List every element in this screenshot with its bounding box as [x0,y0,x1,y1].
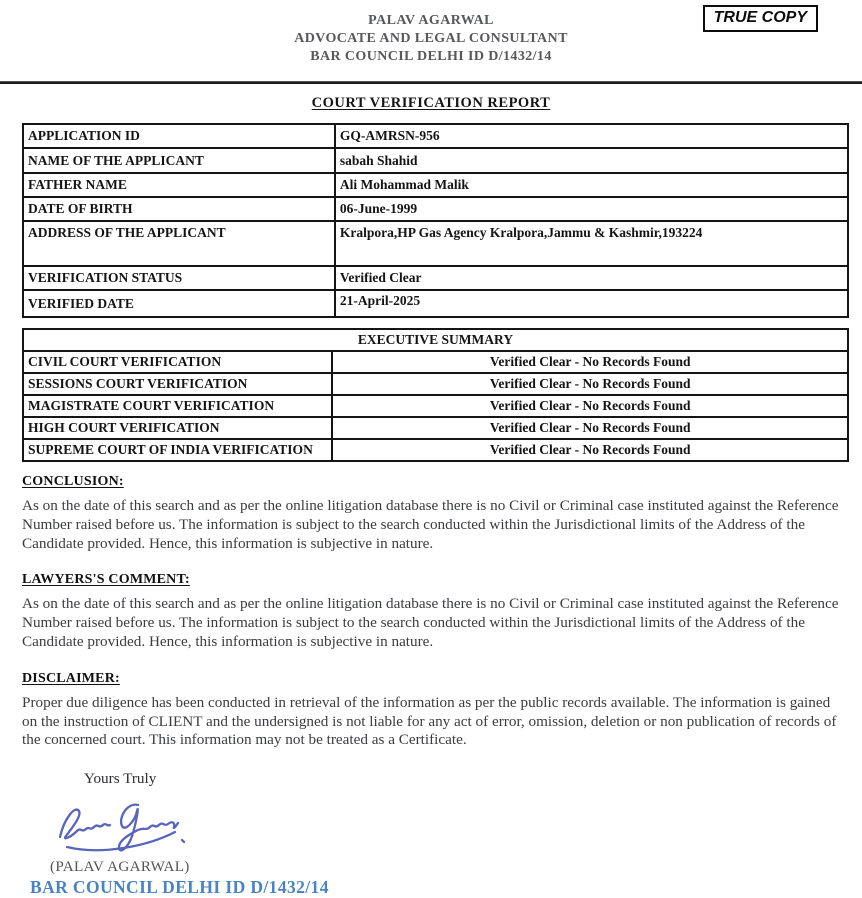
row-value: sabah Shahid [335,148,848,173]
row-label: CIVIL COURT VERIFICATION [23,351,332,373]
conclusion-heading: CONCLUSION: [22,474,124,489]
true-copy-stamp: TRUE COPY [703,5,818,32]
row-label: DATE OF BIRTH [23,197,335,221]
row-value: 06-June-1999 [335,197,848,221]
advocate-designation: ADVOCATE AND LEGAL CONSULTANT [294,31,568,46]
table-row [23,124,848,148]
salutation: Yours Truly [84,770,157,788]
row-value: GQ-AMRSN-956 [335,124,848,148]
disclaimer-heading: DISCLAIMER: [22,670,120,686]
row-value: Verified Clear - No Records Found [332,373,848,395]
row-label: HIGH COURT VERIFICATION [23,417,332,439]
conclusion-section [22,474,849,553]
signatory-name: (PALAV AGARWAL) [50,858,190,876]
row-label: VERIFIED DATE [23,290,335,317]
header-divider [0,81,862,84]
row-value: Verified Clear [335,266,848,290]
lawyers-comment-heading: LAWYERS'S COMMENT: [22,572,190,588]
row-label: FATHER NAME [23,173,335,197]
table-row [23,373,848,395]
row-label: ADDRESS OF THE APPLICANT [23,221,335,266]
table-row [23,148,848,173]
handwritten-signature-icon [54,796,849,858]
conclusion-text: As on the date of this search and as per the online litigation database there is no Civil or Criminal case instituted against the Reference Number raised before us. The information is subject to the search conducted within the Jurisdictional limits of the Address of the Candidate provided. Hence, this information is subjective in nature. [22,497,839,552]
executive-summary-title: EXECUTIVE SUMMARY [23,329,848,351]
table-row [23,351,848,373]
lawyers-comment-section [22,572,849,651]
row-label: SESSIONS COURT VERIFICATION [23,373,332,395]
table-header-row [23,329,848,351]
disclaimer-section [22,671,849,750]
table-row [23,290,848,317]
applicant-details-table [22,123,849,318]
table-row [23,173,848,197]
row-label: MAGISTRATE COURT VERIFICATION [23,395,332,417]
row-label: SUPREME COURT OF INDIA VERIFICATION [23,439,332,461]
page-title: COURT VERIFICATION REPORT [311,95,551,111]
disclaimer-text: Proper due diligence has been conducted in retrieval of the information as per the public records available. The information is gained on the instruction of CLIENT and the undersigned is not liable for any act of error, omission, deletion or non publication of records of the concerned court. This information may not be treated as a Certificate. [22,693,837,749]
row-value: Kralpora,HP Gas Agency Kralpora,Jammu & Kashmir,193224 [335,221,848,266]
row-value: Verified Clear - No Records Found [332,439,848,461]
bar-council-id-footer: BAR COUNCIL DELHI ID D/1432/14 [30,877,329,898]
row-value: 21-April-2025 [335,290,848,317]
row-label: NAME OF THE APPLICANT [23,148,335,173]
table-row [23,197,848,221]
report-body [0,123,862,898]
table-row [23,439,848,461]
row-value: Verified Clear - No Records Found [332,351,848,373]
table-row [23,417,848,439]
row-value: Verified Clear - No Records Found [332,417,848,439]
lawyers-comment-text: As on the date of this search and as per the online litigation database there is no Civil or Criminal case instituted against the Reference Number raised before us. The information is subject to the search conducted within the Jurisdictional limits of the Address of the Candidate provided. Hence, this information is subjective in nature. [22,595,839,650]
row-label: APPLICATION ID [23,124,335,148]
row-value: Ali Mohammad Malik [335,173,848,197]
table-row [23,221,848,266]
row-value: Verified Clear - No Records Found [332,395,848,417]
row-label: VERIFICATION STATUS [23,266,335,290]
executive-summary-table [22,328,849,462]
bar-council-id-header: BAR COUNCIL DELHI ID D/1432/14 [310,49,552,64]
table-row [23,266,848,290]
advocate-name: PALAV AGARWAL [368,13,494,28]
table-row [23,395,848,417]
